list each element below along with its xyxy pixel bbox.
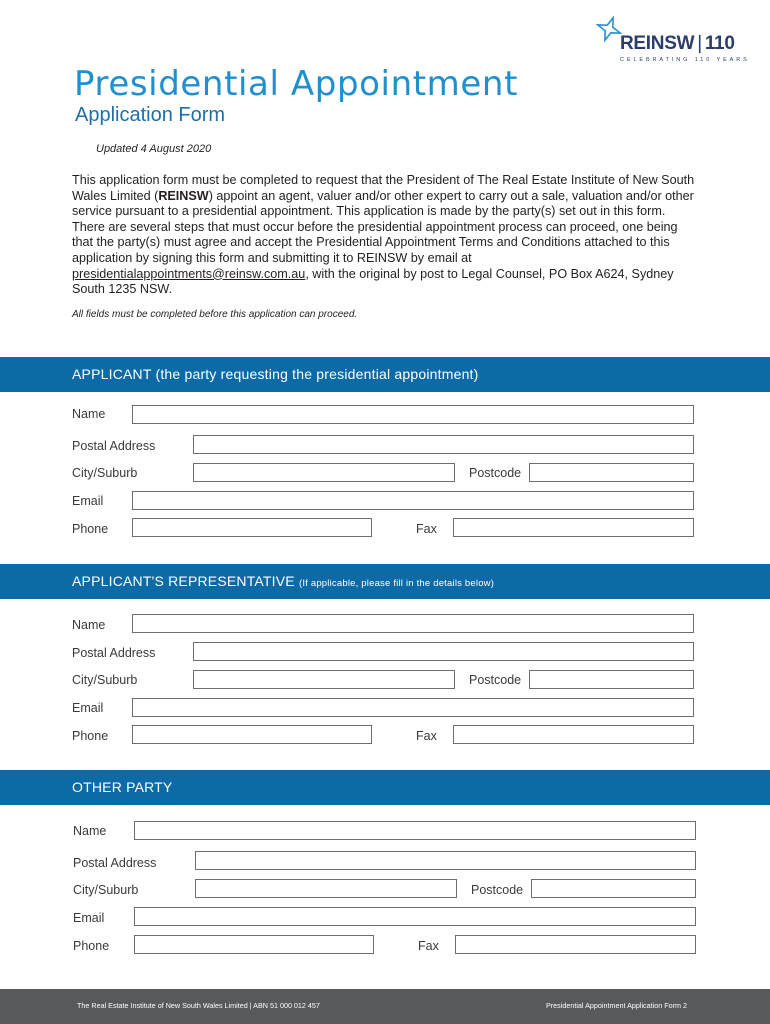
representative-name-label: Name <box>72 618 106 632</box>
other-postal-label: Postal Address <box>73 856 157 870</box>
representative-postcode-input[interactable] <box>529 670 694 689</box>
other-name-input[interactable] <box>134 821 696 840</box>
logo-tagline: CELEBRATING 110 YEARS <box>620 57 750 63</box>
other-party-section-header <box>0 770 770 805</box>
other-postal-input[interactable] <box>195 851 696 870</box>
representative-phone-input[interactable] <box>132 725 372 744</box>
representative-phone-label: Phone <box>72 729 109 743</box>
representative-postal-label: Postal Address <box>72 646 156 660</box>
other-fax-label: Fax <box>418 939 439 953</box>
page-title: Presidential Appointment <box>74 64 518 104</box>
applicant-postal-label: Postal Address <box>72 439 156 453</box>
other-postcode-label: Postcode <box>471 883 524 897</box>
representative-section-header <box>0 564 770 599</box>
applicant-postcode-input[interactable] <box>529 463 694 482</box>
other-phone-input[interactable] <box>134 935 374 954</box>
footer-page-label: Presidential Appointment Application Form 2 <box>545 1001 687 1010</box>
applicant-section-header <box>0 357 770 392</box>
other-party-section-title: OTHER PARTY <box>72 779 173 795</box>
representative-fax-label: Fax <box>416 729 437 743</box>
representative-email-label: Email <box>72 701 104 715</box>
other-fax-input[interactable] <box>455 935 696 954</box>
other-email-label: Email <box>73 911 105 925</box>
representative-section-subtitle: (If applicable, please fill in the details below) <box>298 578 495 589</box>
representative-email-input[interactable] <box>132 698 694 717</box>
representative-fax-input[interactable] <box>453 725 694 744</box>
logo-wordmark: REINSW | 110 <box>620 33 735 54</box>
representative-postcode-label: Postcode <box>469 673 522 687</box>
representative-postal-input[interactable] <box>193 642 694 661</box>
required-note: All fields must be completed before this application can proceed. <box>72 309 358 320</box>
applicant-fax-label: Fax <box>416 522 437 536</box>
email-link[interactable]: presidentialappointments@reinsw.com.au <box>72 266 306 281</box>
applicant-postal-input[interactable] <box>193 435 694 454</box>
page-footer <box>0 989 770 1024</box>
other-city-label: City/Suburb <box>73 883 139 897</box>
reinsw-logo <box>596 16 756 66</box>
representative-city-label: City/Suburb <box>72 673 138 687</box>
representative-name-input[interactable] <box>132 614 694 633</box>
applicant-postcode-label: Postcode <box>469 466 522 480</box>
applicant-email-label: Email <box>72 494 104 508</box>
star-logo-icon <box>596 16 622 42</box>
other-city-input[interactable] <box>195 879 457 898</box>
applicant-section-subtitle: (the party requesting the presidential appointment) <box>155 366 479 382</box>
applicant-fax-input[interactable] <box>453 518 694 537</box>
applicant-phone-label: Phone <box>72 522 109 536</box>
applicant-name-input[interactable] <box>132 405 694 424</box>
updated-date: Updated 4 August 2020 <box>96 143 212 155</box>
representative-city-input[interactable] <box>193 670 455 689</box>
other-phone-label: Phone <box>73 939 110 953</box>
representative-section-title: APPLICANT'S REPRESENTATIVE <box>72 573 295 589</box>
applicant-section-title: APPLICANT <box>72 366 152 382</box>
applicant-city-label: City/Suburb <box>72 466 138 480</box>
other-email-input[interactable] <box>134 907 696 926</box>
applicant-name-label: Name <box>72 407 106 421</box>
page-subtitle: Application Form <box>75 104 226 126</box>
applicant-phone-input[interactable] <box>132 518 372 537</box>
other-name-label: Name <box>73 824 107 838</box>
intro-paragraph: This application form must be completed to request that the President of The Real Estate Institute of New South Wales Limited (REINSW) appoint an agent, valuer and/or other expert to carry out a sale, valuation and/or other service pursuant to a presidential appointment. This application is made by the party(s) set out in this form. There are several steps that must occur before the presidential appointment process can proceed, one being that the party(s) must agree and accept the Presidential Appointment Terms and Conditions attached to this application by signing this form and submitting it to REINSW by email at presidentialappointments@reinsw.com.au, with the original by post to Legal Counsel, PO Box A624, Sydney South 1235 NSW. <box>72 173 695 297</box>
applicant-email-input[interactable] <box>132 491 694 510</box>
footer-company: The Real Estate Institute of New South Wales Limited | ABN 51 000 012 457 <box>77 1001 320 1010</box>
applicant-city-input[interactable] <box>193 463 455 482</box>
other-postcode-input[interactable] <box>531 879 696 898</box>
